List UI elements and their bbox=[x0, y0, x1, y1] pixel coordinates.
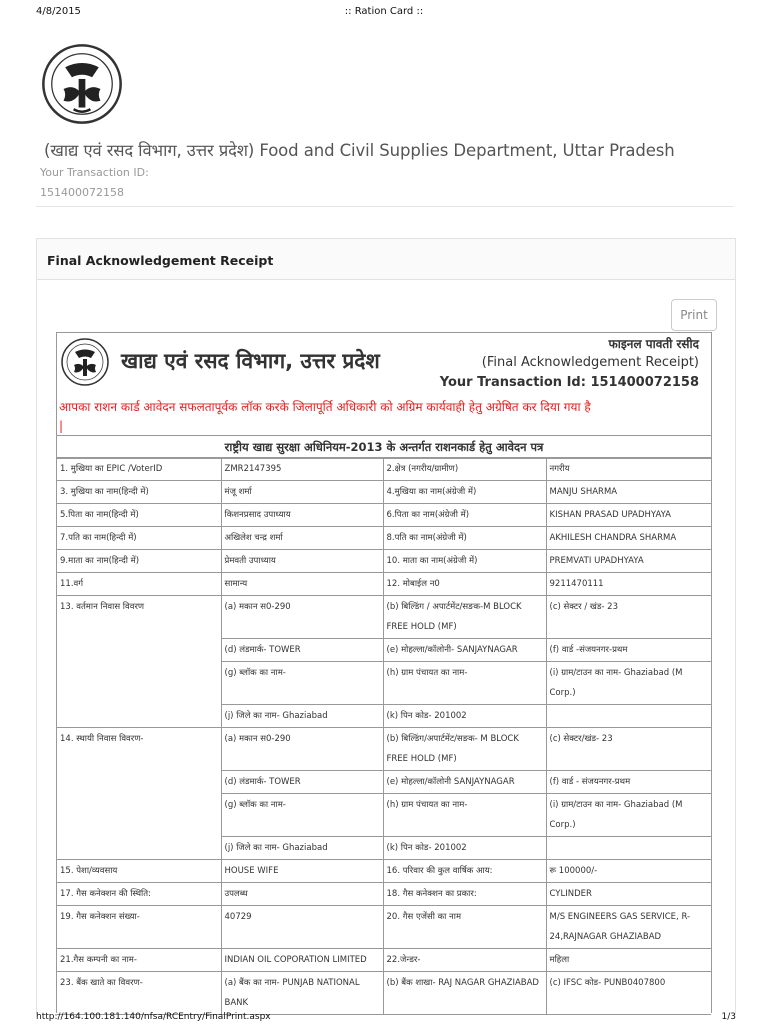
field-label: 5.पिता का नाम(हिन्दी में) bbox=[57, 504, 221, 527]
field-label: 22.जेन्डर- bbox=[383, 949, 546, 972]
table-row bbox=[57, 550, 711, 573]
field-value: अखिलेश चन्द्र शर्मा bbox=[221, 527, 383, 550]
field-label: 4.मुखिया का नाम(अंग्रेजी में) bbox=[383, 481, 546, 504]
success-message: आपका राशन कार्ड आवेदन सफलतापूर्वक लॉक करके जिलापूर्ति अधिकारी को अग्रिम कार्यवाही हेतु अग्रेषित कर दिया गया है bbox=[59, 400, 591, 414]
address-cell: (k) पिन कोड- 201002 bbox=[383, 837, 546, 860]
print-page-title: :: Ration Card :: bbox=[344, 6, 424, 17]
up-emblem-logo bbox=[40, 42, 124, 126]
field-value: KISHAN PRASAD UPADHYAYA bbox=[546, 504, 711, 527]
address-cell: (d) लंडमार्क- TOWER bbox=[221, 639, 383, 662]
field-value: INDIAN OIL COPORATION LIMITED bbox=[221, 949, 383, 972]
table-row bbox=[57, 860, 711, 883]
field-value: HOUSE WIFE bbox=[221, 860, 383, 883]
address-cell: (a) मकान स0-290 bbox=[221, 596, 383, 639]
field-value: CYLINDER bbox=[546, 883, 711, 906]
table-row bbox=[57, 458, 711, 481]
department-title: (खाद्य एवं रसद विभाग, उत्तर प्रदेश) Food and Civil Supplies Department, Uttar Pradesh bbox=[44, 141, 675, 160]
table-row bbox=[57, 481, 711, 504]
field-label: 10. माता का नाम(अंग्रेजी में) bbox=[383, 550, 546, 573]
address-cell: (c) सेक्टर/खंड- 23 bbox=[546, 728, 711, 771]
bank-cell: (b) बैंक शाखा- RAJ NAGAR GHAZIABAD bbox=[383, 972, 546, 1015]
table-row bbox=[57, 728, 711, 771]
address-cell: (a) मकान स0-290 bbox=[221, 728, 383, 771]
field-label: 18. गैस कनेक्शन का प्रकार: bbox=[383, 883, 546, 906]
field-value: रू 100000/- bbox=[546, 860, 711, 883]
success-message-end: | bbox=[59, 419, 64, 433]
address-cell bbox=[546, 705, 711, 728]
up-emblem-small-logo bbox=[60, 337, 110, 387]
table-row bbox=[57, 906, 711, 949]
field-value: नगरीय bbox=[546, 458, 711, 481]
current-address-label: 13. वर्तमान निवास विवरण bbox=[57, 596, 221, 728]
field-label: 21.गैस कम्पनी का नाम- bbox=[57, 949, 221, 972]
table-row bbox=[57, 949, 711, 972]
receipt-english-subtitle: (Final Acknowledgement Receipt) bbox=[481, 355, 699, 370]
field-value: MANJU SHARMA bbox=[546, 481, 711, 504]
address-cell: (b) बिल्डिंग/अपार्टमेंट/सङक- M BLOCK FREE HOLD (MF) bbox=[383, 728, 546, 771]
print-button[interactable]: Print bbox=[671, 299, 717, 331]
print-url: http://164.100.181.140/nfsa/RCEntry/FinalPrint.aspx bbox=[36, 1012, 271, 1022]
field-label: 9.माता का नाम(हिन्दी में) bbox=[57, 550, 221, 573]
field-label: 8.पति का नाम(अंग्रेजी में) bbox=[383, 527, 546, 550]
table-row bbox=[57, 596, 711, 639]
field-value: उपलब्ध bbox=[221, 883, 383, 906]
divider bbox=[36, 206, 734, 207]
address-cell: (h) ग्राम पंचायत का नाम- bbox=[383, 662, 546, 705]
bank-label: 23. बैंक खाते का विवरण- bbox=[57, 972, 221, 1015]
transaction-id-value: 151400072158 bbox=[40, 186, 124, 199]
transaction-id-label: Your Transaction ID: bbox=[40, 166, 149, 179]
field-label: 6.पिता का नाम(अंग्रेजी में) bbox=[383, 504, 546, 527]
field-label: 12. मोबाईल न0 bbox=[383, 573, 546, 596]
field-value: महिला bbox=[546, 949, 711, 972]
field-label: 19. गैस कनेक्शन संख्या- bbox=[57, 906, 221, 949]
address-cell: (g) ब्लॉक का नाम- bbox=[221, 794, 383, 837]
receipt-hindi-subtitle: फाइनल पावती रसीद bbox=[608, 337, 699, 351]
address-cell: (k) पिन कोड- 201002 bbox=[383, 705, 546, 728]
field-value: AKHILESH CHANDRA SHARMA bbox=[546, 527, 711, 550]
section-title: राष्ट्रीय खाद्य सुरक्षा अधिनियम-2013 के अन्तर्गत राशनकार्ड हेतु आवेदन पत्र bbox=[57, 435, 711, 459]
address-cell: (f) वार्ड -संजयनगर-प्रथम bbox=[546, 639, 711, 662]
panel-header bbox=[37, 239, 735, 280]
bank-cell: (c) IFSC कोड- PUNB0407800 bbox=[546, 972, 711, 1015]
field-label: 3. मुखिया का नाम(हिन्दी में) bbox=[57, 481, 221, 504]
table-row bbox=[57, 527, 711, 550]
field-label: 17. गैस कनेक्शन की स्थिति: bbox=[57, 883, 221, 906]
receipt-transaction-id: Your Transaction Id: 151400072158 bbox=[439, 375, 699, 390]
address-cell: (j) जिले का नाम- Ghaziabad bbox=[221, 837, 383, 860]
address-cell: (i) ग्राम/टाउन का नाम- Ghaziabad (M Corp.) bbox=[546, 662, 711, 705]
address-cell: (e) मोहल्ला/कॉलोनी SANJAYNAGAR bbox=[383, 771, 546, 794]
address-cell: (h) ग्राम पंचायत का नाम- bbox=[383, 794, 546, 837]
field-label: 16. परिवार की कुल वार्षिक आय: bbox=[383, 860, 546, 883]
field-value: PREMVATI UPADHYAYA bbox=[546, 550, 711, 573]
print-page-number: 1/3 bbox=[721, 1012, 736, 1022]
field-value: किशनप्रसाद उपाध्याय bbox=[221, 504, 383, 527]
receipt-hindi-title: खाद्य एवं रसद विभाग, उत्तर प्रदेश bbox=[121, 349, 380, 373]
print-date: 4/8/2015 bbox=[36, 6, 81, 17]
field-label: 15. पेशा/व्यवसाय bbox=[57, 860, 221, 883]
address-cell: (e) मोहल्ला/कॉलोनी- SANJAYNAGAR bbox=[383, 639, 546, 662]
field-label: 1. मुखिया का EPIC /VoterID bbox=[57, 458, 221, 481]
application-details-table bbox=[57, 457, 711, 1015]
address-cell: (d) लंडमार्क- TOWER bbox=[221, 771, 383, 794]
address-cell: (j) जिले का नाम- Ghaziabad bbox=[221, 705, 383, 728]
table-row bbox=[57, 972, 711, 1015]
field-label: 2.क्षेत्र (नगरीय/ग्रामीण) bbox=[383, 458, 546, 481]
bank-cell: (a) बैंक का नाम- PUNJAB NATIONAL BANK bbox=[221, 972, 383, 1015]
field-value: 9211470111 bbox=[546, 573, 711, 596]
address-cell bbox=[546, 837, 711, 860]
field-value: प्रेमवती उपाध्याय bbox=[221, 550, 383, 573]
address-cell: (c) सेक्टर / खंड- 23 bbox=[546, 596, 711, 639]
field-label: 11.वर्ग bbox=[57, 573, 221, 596]
table-row bbox=[57, 573, 711, 596]
field-value: 40729 bbox=[221, 906, 383, 949]
address-cell: (g) ब्लॉक का नाम- bbox=[221, 662, 383, 705]
address-cell: (f) वार्ड - संजयनगर-प्रथम bbox=[546, 771, 711, 794]
field-value: सामान्य bbox=[221, 573, 383, 596]
address-cell: (b) बिल्डिंग / अपार्टमेंट/सङक-M BLOCK FREE HOLD (MF) bbox=[383, 596, 546, 639]
table-row bbox=[57, 504, 711, 527]
print-footer bbox=[0, 1012, 768, 1024]
panel-title: Final Acknowledgement Receipt bbox=[47, 253, 274, 268]
field-value: M/S ENGINEERS GAS SERVICE, R-24,RAJNAGAR GHAZIABAD bbox=[546, 906, 711, 949]
field-label: 7.पति का नाम(हिन्दी में) bbox=[57, 527, 221, 550]
receipt-form bbox=[56, 332, 712, 1013]
print-header bbox=[0, 0, 768, 24]
table-row bbox=[57, 883, 711, 906]
field-value: मंजू शर्मा bbox=[221, 481, 383, 504]
field-label: 20. गैस एजेंसी का नाम bbox=[383, 906, 546, 949]
permanent-address-label: 14. स्थायी निवास विवरण- bbox=[57, 728, 221, 860]
field-value: ZMR2147395 bbox=[221, 458, 383, 481]
address-cell: (i) ग्राम/टाउन का नाम- Ghaziabad (M Corp.) bbox=[546, 794, 711, 837]
